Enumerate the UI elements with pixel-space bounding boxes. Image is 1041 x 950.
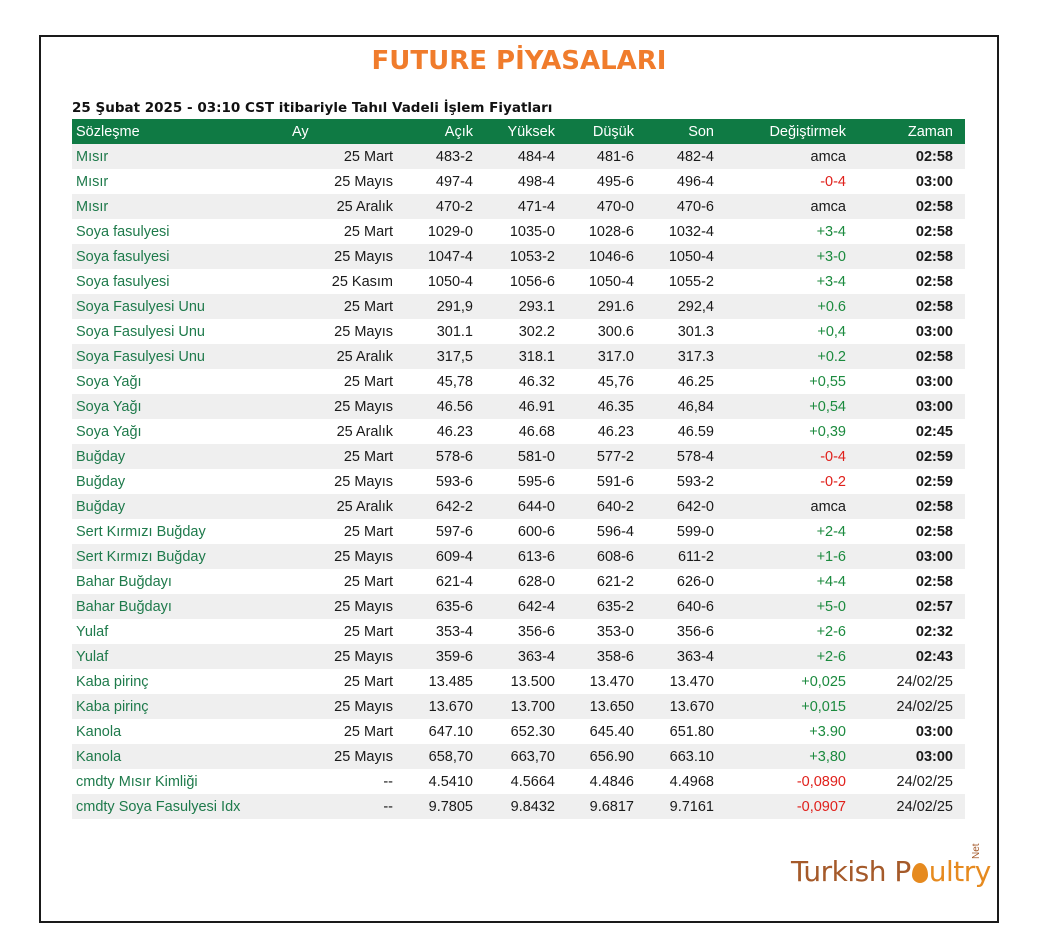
cell-high: 363-4	[517, 648, 555, 665]
cell-high: 581-0	[517, 448, 555, 465]
cell-open: 359-6	[435, 648, 473, 665]
cell-change: +0,54	[809, 398, 846, 415]
cell-last: 626-0	[676, 573, 714, 590]
cell-month: 25 Mart	[343, 148, 393, 165]
table-row	[72, 694, 965, 719]
col-header-contract: Sözleşme	[76, 123, 140, 140]
cell-time: 02:58	[915, 148, 953, 165]
table-row	[72, 744, 965, 769]
cell-time: 02:59	[915, 448, 953, 465]
cell-contract: Mısır	[76, 173, 109, 190]
cell-open: 642-2	[435, 498, 473, 515]
cell-contract: Soya fasulyesi	[76, 223, 170, 240]
cell-contract: Sert Kırmızı Buğday	[76, 523, 206, 540]
cell-low: 9.6817	[589, 798, 634, 815]
cell-month: 25 Mart	[343, 298, 393, 315]
cell-month: 25 Mayıs	[334, 173, 393, 190]
table-row	[72, 594, 965, 619]
cell-month: 25 Mart	[343, 448, 393, 465]
cell-change: +2-6	[816, 648, 846, 665]
cell-high: 1035-0	[509, 223, 555, 240]
cell-low: 495-6	[596, 173, 634, 190]
cell-month: 25 Mart	[343, 523, 393, 540]
cell-open: 635-6	[435, 598, 473, 615]
cell-high: 663,70	[510, 748, 555, 765]
cell-high: 498-4	[517, 173, 555, 190]
page-frame	[39, 35, 999, 923]
cell-time: 03:00	[915, 398, 953, 415]
cell-last: 578-4	[676, 448, 714, 465]
cell-open: 658,70	[428, 748, 473, 765]
cell-change: +0.6	[817, 298, 846, 315]
table-row	[72, 194, 965, 219]
cell-high: 652.30	[510, 723, 555, 740]
page-title: FUTURE PİYASALARI	[371, 46, 667, 76]
cell-open: 301.1	[436, 323, 473, 340]
cell-last: 13.470	[669, 673, 714, 690]
cell-last: 651.80	[669, 723, 714, 740]
cell-open: 45,78	[436, 373, 473, 390]
cell-low: 591-6	[596, 473, 634, 490]
cell-open: 4.5410	[428, 773, 473, 790]
cell-contract: Soya fasulyesi	[76, 248, 170, 265]
futures-table	[72, 119, 965, 819]
table-row	[72, 369, 965, 394]
cell-open: 597-6	[435, 523, 473, 540]
cell-change: amca	[810, 498, 846, 515]
table-row	[72, 544, 965, 569]
cell-open: 578-6	[435, 448, 473, 465]
cell-last: 363-4	[676, 648, 714, 665]
cell-last: 1032-4	[668, 223, 714, 240]
cell-low: 291.6	[597, 298, 634, 315]
cell-contract: cmdty Soya Fasulyesi Idx	[76, 798, 241, 815]
cell-last: 13.670	[669, 698, 714, 715]
cell-open: 609-4	[435, 548, 473, 565]
cell-low: 645.40	[589, 723, 634, 740]
page-subtitle: 25 Şubat 2025 - 03:10 CST itibariyle Tahıl Vadeli İşlem Fiyatları	[72, 100, 553, 116]
cell-high: 1056-6	[509, 273, 555, 290]
cell-high: 293.1	[518, 298, 555, 315]
cell-open: 291,9	[436, 298, 473, 315]
cell-contract: Soya Fasulyesi Unu	[76, 323, 205, 340]
cell-time: 03:00	[915, 373, 953, 390]
table-row	[72, 794, 965, 819]
col-header-open: Açık	[444, 123, 473, 140]
table-row	[72, 494, 965, 519]
table-row	[72, 719, 965, 744]
cell-last: 4.4968	[669, 773, 714, 790]
cell-month: 25 Mart	[343, 223, 393, 240]
cell-time: 02:58	[915, 273, 953, 290]
cell-low: 13.470	[589, 673, 634, 690]
cell-high: 46.68	[518, 423, 555, 440]
cell-last: 46,84	[677, 398, 714, 415]
cell-low: 640-2	[596, 498, 634, 515]
cell-contract: Kanola	[76, 748, 122, 765]
cell-change: +0,39	[809, 423, 846, 440]
cell-change: +0,4	[817, 323, 846, 340]
cell-open: 1050-4	[427, 273, 473, 290]
cell-time: 03:00	[915, 723, 953, 740]
cell-contract: Soya Fasulyesi Unu	[76, 298, 205, 315]
cell-high: 46.91	[518, 398, 555, 415]
cell-contract: Kanola	[76, 723, 122, 740]
col-header-change: Değiştirmek	[769, 123, 846, 140]
cell-open: 593-6	[435, 473, 473, 490]
logo-text-turkish: Turkish P	[791, 855, 911, 888]
col-header-high: Yüksek	[507, 123, 555, 140]
cell-change: +1-6	[816, 548, 846, 565]
cell-time: 24/02/25	[896, 698, 953, 715]
cell-last: 611-2	[677, 548, 714, 565]
cell-low: 46.35	[597, 398, 634, 415]
egg-icon	[912, 863, 928, 883]
cell-change: +3.90	[809, 723, 846, 740]
cell-time: 24/02/25	[896, 673, 953, 690]
cell-last: 496-4	[676, 173, 714, 190]
cell-time: 03:00	[915, 173, 953, 190]
cell-low: 1050-4	[588, 273, 634, 290]
cell-high: 13.700	[510, 698, 555, 715]
cell-time: 02:58	[915, 573, 953, 590]
cell-time: 03:00	[915, 748, 953, 765]
cell-open: 13.670	[428, 698, 473, 715]
cell-low: 4.4846	[589, 773, 634, 790]
cell-change: -0-4	[820, 173, 846, 190]
cell-time: 02:58	[915, 223, 953, 240]
cell-last: 1050-4	[668, 248, 714, 265]
cell-last: 593-2	[676, 473, 714, 490]
cell-contract: Mısır	[76, 148, 109, 165]
cell-low: 635-2	[596, 598, 634, 615]
cell-contract: Soya Yağı	[76, 423, 142, 440]
cell-time: 02:58	[915, 198, 953, 215]
cell-low: 577-2	[596, 448, 634, 465]
table-row	[72, 394, 965, 419]
cell-open: 317,5	[436, 348, 473, 365]
cell-time: 03:00	[915, 548, 953, 565]
cell-high: 595-6	[517, 473, 555, 490]
cell-high: 46.32	[518, 373, 555, 390]
table-row	[72, 619, 965, 644]
cell-change: +5-0	[816, 598, 846, 615]
cell-open: 470-2	[435, 198, 473, 215]
cell-change: +0.2	[817, 348, 846, 365]
cell-low: 317.0	[597, 348, 634, 365]
cell-open: 9.7805	[428, 798, 473, 815]
cell-high: 484-4	[517, 148, 555, 165]
table-row	[72, 269, 965, 294]
cell-change: +2-4	[816, 523, 846, 540]
cell-time: 02:58	[915, 248, 953, 265]
cell-low: 608-6	[596, 548, 634, 565]
cell-low: 621-2	[596, 573, 634, 590]
cell-open: 1047-4	[427, 248, 473, 265]
table-row	[72, 469, 965, 494]
cell-open: 46.23	[436, 423, 473, 440]
col-header-last: Son	[688, 123, 714, 140]
cell-high: 13.500	[510, 673, 555, 690]
cell-last: 46.59	[677, 423, 714, 440]
cell-month: 25 Mart	[343, 673, 393, 690]
cell-change: amca	[810, 198, 846, 215]
cell-open: 647.10	[428, 723, 473, 740]
cell-low: 656.90	[589, 748, 634, 765]
cell-month: 25 Mayıs	[334, 548, 393, 565]
cell-last: 640-6	[676, 598, 714, 615]
cell-open: 483-2	[435, 148, 473, 165]
cell-month: 25 Mart	[343, 373, 393, 390]
col-header-time: Zaman	[907, 123, 953, 140]
cell-change: +0,025	[801, 673, 846, 690]
cell-time: 24/02/25	[896, 798, 953, 815]
cell-month: 25 Mart	[343, 623, 393, 640]
cell-time: 02:32	[915, 623, 953, 640]
cell-high: 471-4	[517, 198, 555, 215]
cell-month: 25 Mayıs	[334, 323, 393, 340]
cell-time: 02:59	[915, 473, 953, 490]
cell-low: 13.650	[589, 698, 634, 715]
cell-contract: Bahar Buğdayı	[76, 598, 172, 615]
cell-last: 356-6	[676, 623, 714, 640]
cell-open: 1029-0	[427, 223, 473, 240]
cell-month: 25 Mayıs	[334, 473, 393, 490]
table-row	[72, 669, 965, 694]
cell-month: 25 Mart	[343, 573, 393, 590]
table-row	[72, 419, 965, 444]
cell-contract: Yulaf	[76, 623, 109, 640]
cell-month: 25 Aralık	[336, 498, 393, 515]
cell-high: 1053-2	[509, 248, 555, 265]
cell-contract: Bahar Buğdayı	[76, 573, 172, 590]
cell-time: 02:58	[915, 298, 953, 315]
table-row	[72, 319, 965, 344]
cell-last: 470-6	[676, 198, 714, 215]
table-row	[72, 219, 965, 244]
cell-open: 13.485	[428, 673, 473, 690]
cell-last: 46.25	[677, 373, 714, 390]
cell-month: 25 Mayıs	[334, 248, 393, 265]
table-row	[72, 644, 965, 669]
cell-change: amca	[810, 148, 846, 165]
cell-high: 644-0	[517, 498, 555, 515]
cell-time: 02:58	[915, 523, 953, 540]
cell-contract: Soya Fasulyesi Unu	[76, 348, 205, 365]
cell-open: 621-4	[435, 573, 473, 590]
cell-last: 663.10	[669, 748, 714, 765]
cell-contract: Buğday	[76, 498, 126, 515]
cell-change: -0-4	[820, 448, 846, 465]
cell-change: +3,80	[809, 748, 846, 765]
cell-change: +3-4	[816, 223, 846, 240]
cell-change: +4-4	[816, 573, 846, 590]
cell-last: 482-4	[676, 148, 714, 165]
cell-high: 302.2	[518, 323, 555, 340]
cell-high: 318.1	[518, 348, 555, 365]
cell-time: 03:00	[915, 323, 953, 340]
table-row	[72, 519, 965, 544]
table-row	[72, 169, 965, 194]
logo-text-net: Net	[971, 843, 982, 859]
cell-contract: Mısır	[76, 198, 109, 215]
cell-low: 353-0	[596, 623, 634, 640]
cell-month: --	[383, 773, 393, 790]
cell-high: 4.5664	[510, 773, 555, 790]
cell-contract: Yulaf	[76, 648, 109, 665]
cell-month: 25 Mayıs	[334, 598, 393, 615]
cell-change: +2-6	[816, 623, 846, 640]
cell-change: -0,0890	[796, 773, 846, 790]
cell-contract: Soya fasulyesi	[76, 273, 170, 290]
cell-month: 25 Mart	[343, 723, 393, 740]
cell-last: 599-0	[676, 523, 714, 540]
cell-time: 02:43	[915, 648, 953, 665]
cell-month: 25 Mayıs	[334, 748, 393, 765]
cell-month: 25 Kasım	[331, 273, 393, 290]
cell-low: 300.6	[597, 323, 634, 340]
cell-month: 25 Aralık	[336, 198, 393, 215]
cell-last: 9.7161	[669, 798, 714, 815]
table-row	[72, 294, 965, 319]
table-row	[72, 444, 965, 469]
cell-high: 642-4	[517, 598, 555, 615]
cell-contract: Kaba pirinç	[76, 698, 149, 715]
cell-time: 02:57	[915, 598, 953, 615]
table-header-row	[72, 119, 965, 144]
cell-open: 497-4	[435, 173, 473, 190]
table-row	[72, 569, 965, 594]
cell-month: --	[383, 798, 393, 815]
cell-high: 628-0	[517, 573, 555, 590]
cell-last: 642-0	[676, 498, 714, 515]
cell-change: +3-0	[816, 248, 846, 265]
cell-last: 301.3	[677, 323, 714, 340]
cell-time: 02:58	[915, 498, 953, 515]
table-row	[72, 769, 965, 794]
cell-low: 470-0	[596, 198, 634, 215]
cell-time: 02:45	[915, 423, 953, 440]
cell-high: 9.8432	[510, 798, 555, 815]
cell-contract: Soya Yağı	[76, 398, 142, 415]
table-row	[72, 344, 965, 369]
turkish-poultry-logo	[791, 843, 991, 895]
cell-time: 02:58	[915, 348, 953, 365]
cell-contract: Kaba pirinç	[76, 673, 149, 690]
cell-open: 46.56	[436, 398, 473, 415]
cell-low: 1028-6	[588, 223, 634, 240]
cell-high: 600-6	[517, 523, 555, 540]
cell-low: 596-4	[596, 523, 634, 540]
cell-month: 25 Aralık	[336, 423, 393, 440]
cell-change: -0-2	[820, 473, 846, 490]
cell-low: 46.23	[597, 423, 634, 440]
cell-month: 25 Mayıs	[334, 398, 393, 415]
col-header-low: Düşük	[592, 123, 634, 140]
cell-low: 45,76	[597, 373, 634, 390]
cell-contract: Buğday	[76, 473, 126, 490]
cell-high: 613-6	[517, 548, 555, 565]
cell-low: 481-6	[596, 148, 634, 165]
cell-last: 292,4	[677, 298, 714, 315]
cell-time: 24/02/25	[896, 773, 953, 790]
cell-month: 25 Aralık	[336, 348, 393, 365]
cell-change: -0,0907	[796, 798, 846, 815]
cell-contract: Buğday	[76, 448, 126, 465]
cell-high: 356-6	[517, 623, 555, 640]
logo-text-poultry: ultry	[928, 855, 991, 888]
cell-month: 25 Mayıs	[334, 648, 393, 665]
table-row	[72, 144, 965, 169]
table-row	[72, 244, 965, 269]
cell-change: +0,55	[809, 373, 846, 390]
cell-change: +0,015	[801, 698, 846, 715]
cell-low: 1046-6	[588, 248, 634, 265]
col-header-month: Ay	[292, 123, 309, 140]
cell-open: 353-4	[435, 623, 473, 640]
cell-contract: Soya Yağı	[76, 373, 142, 390]
cell-low: 358-6	[596, 648, 634, 665]
cell-contract: cmdty Mısır Kimliği	[76, 773, 198, 790]
cell-contract: Sert Kırmızı Buğday	[76, 548, 206, 565]
cell-change: +3-4	[816, 273, 846, 290]
cell-last: 1055-2	[668, 273, 714, 290]
cell-month: 25 Mayıs	[334, 698, 393, 715]
cell-last: 317.3	[677, 348, 714, 365]
